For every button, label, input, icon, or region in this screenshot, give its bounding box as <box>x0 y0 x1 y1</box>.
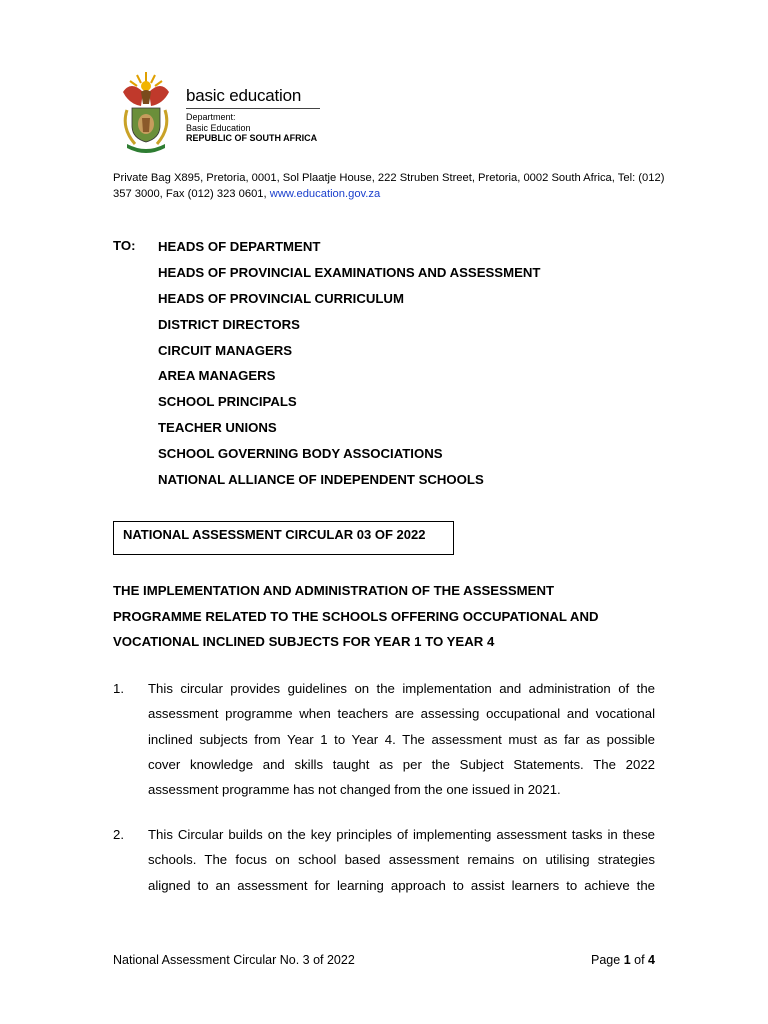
to-label: TO: <box>113 238 136 253</box>
recipient-item: AREA MANAGERS <box>158 368 276 384</box>
paragraph-line: This Circular builds on the key principles of implementing assessment tasks in these <box>148 827 655 842</box>
recipient-item: HEADS OF PROVINCIAL EXAMINATIONS AND ASSESSMENT <box>158 264 541 280</box>
subject-heading <box>113 582 673 659</box>
paragraph-number: 2. <box>113 827 124 842</box>
recipient-item: SCHOOL PRINCIPALS <box>158 394 297 410</box>
footer-title: National Assessment Circular No. 3 of 2022 <box>113 953 355 967</box>
recipient-item: HEADS OF PROVINCIAL CURRICULUM <box>158 290 404 306</box>
of-word: of <box>634 953 645 967</box>
page-current: 1 <box>623 953 631 967</box>
paragraph-line: schools. The focus on school based assessment remains on utilising strategies <box>148 852 655 868</box>
paragraph-line: assessment programme has not changed from the one issued in 2021. <box>148 782 561 798</box>
page-indicator <box>591 953 655 967</box>
page-total: 4 <box>648 953 655 967</box>
recipient-item: TEACHER UNIONS <box>158 420 277 436</box>
recipient-item: SCHOOL GOVERNING BODY ASSOCIATIONS <box>158 446 443 462</box>
paragraph-body <box>148 827 655 903</box>
recipient-item: CIRCUIT MANAGERS <box>158 342 293 358</box>
paragraph-line: assessment programme when teachers are assessing occupational and vocational <box>148 706 655 722</box>
subject-line: THE IMPLEMENTATION AND ADMINISTRATION OF THE ASSESSMENT <box>113 583 555 598</box>
address-block <box>113 170 673 202</box>
brand-department-label: Department: <box>186 112 236 122</box>
brand-divider <box>186 108 320 109</box>
circular-title-box: NATIONAL ASSESSMENT CIRCULAR 03 OF 2022 <box>113 521 454 555</box>
coat-of-arms-icon <box>115 68 177 154</box>
subject-line: PROGRAMME RELATED TO THE SCHOOLS OFFERING OCCUPATIONAL AND <box>113 608 599 624</box>
brand-title: basic education <box>186 86 302 105</box>
address-text: Private Bag X895, Pretoria, 0001, Sol Plaatje House, 222 Struben Street, Pretoria, 0002 South Africa, Tel: (012) 357 3000, Fax (012) 323 0601, <box>113 172 665 200</box>
page-word: Page <box>591 953 621 967</box>
paragraph-body <box>148 681 655 807</box>
recipient-item: HEADS OF DEPARTMENT <box>158 239 321 254</box>
brand-department-name: Basic Education <box>186 122 251 133</box>
paragraph-line: This circular provides guidelines on the implementation and administration of the <box>148 681 655 696</box>
paragraph-line: aligned to an assessment for learning approach to assist learners to achieve the <box>148 877 655 893</box>
recipient-item: NATIONAL ALLIANCE OF INDEPENDENT SCHOOLS <box>158 472 484 488</box>
paragraph-number: 1. <box>113 681 124 696</box>
brand-country: REPUBLIC OF SOUTH AFRICA <box>186 133 318 143</box>
website-link[interactable]: www.education.gov.za <box>269 188 381 200</box>
paragraph-line: inclined subjects from Year 1 to Year 4. The assessment must as far as possible <box>148 731 655 747</box>
recipient-item: DISTRICT DIRECTORS <box>158 316 300 332</box>
subject-line: VOCATIONAL INCLINED SUBJECTS FOR YEAR 1 TO YEAR 4 <box>113 634 495 649</box>
letterhead-brand <box>186 86 320 144</box>
recipient-list <box>158 238 638 497</box>
paragraph-line: cover knowledge and skills taught as per the Subject Statements. The 2022 <box>148 756 655 772</box>
